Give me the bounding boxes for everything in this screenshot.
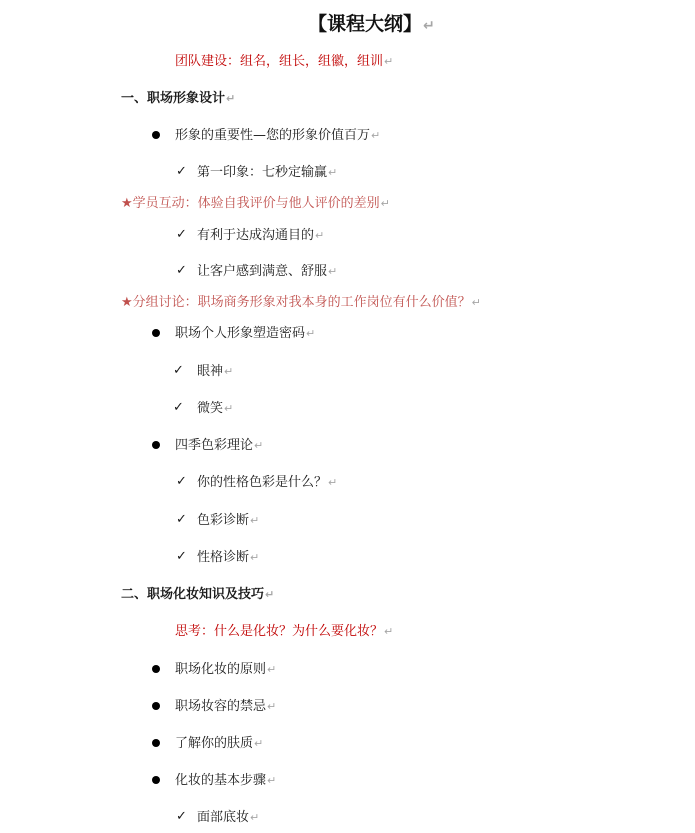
list-item: 职场化妆的原则↵ [175,662,277,677]
list-item: 第一印象：七秒定输赢↵ [197,165,338,180]
list-item: 微笑↵ [197,401,234,416]
paragraph-mark: ↵ [328,476,338,489]
paragraph-mark: ↵ [380,197,390,210]
paragraph-mark: ↵ [254,737,264,750]
list-item: 眼神↵ [197,364,234,379]
checkmark-icon: ✓ [176,512,187,527]
checkmark-icon: ✓ [176,549,187,564]
checkmark-icon: ✓ [176,227,187,242]
group-discussion-line: ★分组讨论：职场商务形象对我本身的工作岗位有什么价值？↵ [121,295,481,310]
paragraph-mark: ↵ [371,129,381,142]
thinking-line: 思考：什么是化妆？为什么要化妆？↵ [175,624,394,639]
bullet-icon [152,329,160,337]
paragraph-mark: ↵ [254,439,264,452]
checkmark-icon: ✓ [176,164,187,179]
list-item: 性格诊断↵ [197,550,260,565]
checkmark-icon: ✓ [176,263,187,278]
checkmark-icon: ✓ [173,363,184,378]
checkmark-icon: ✓ [176,474,187,489]
bullet-icon [152,739,160,747]
list-item: 了解你的肤质↵ [175,736,264,751]
paragraph-mark: ↵ [423,18,435,34]
paragraph-mark: ↵ [384,55,394,68]
section-heading-image-design: 一、职场形象设计↵ [121,91,236,106]
list-item: 色彩诊断↵ [197,513,260,528]
checkmark-icon: ✓ [173,400,184,415]
section-heading-makeup: 二、职场化妆知识及技巧↵ [121,587,275,602]
list-item: 有利于达成沟通目的↵ [197,228,325,243]
list-item: 面部底妆↵ [197,810,260,825]
paragraph-mark: ↵ [267,700,277,713]
paragraph-mark: ↵ [265,588,275,601]
paragraph-mark: ↵ [267,663,277,676]
bullet-icon [152,776,160,784]
page-title: 【课程大纲】↵ [308,13,435,35]
list-item: 形象的重要性—您的形象价值百万↵ [175,128,381,143]
list-item: 职场个人形象塑造密码↵ [175,326,316,341]
paragraph-mark: ↵ [224,402,234,415]
paragraph-mark: ↵ [384,625,394,638]
bullet-icon [152,702,160,710]
paragraph-mark: ↵ [315,229,325,242]
bullet-icon [152,441,160,449]
bullet-icon [152,131,160,139]
paragraph-mark: ↵ [306,327,316,340]
paragraph-mark: ↵ [224,365,234,378]
paragraph-mark: ↵ [267,774,277,787]
paragraph-mark: ↵ [328,166,338,179]
paragraph-mark: ↵ [471,296,481,309]
list-item: 四季色彩理论↵ [175,438,264,453]
list-item: 化妆的基本步骤↵ [175,773,277,788]
paragraph-mark: ↵ [328,265,338,278]
list-item: 职场妆容的禁忌↵ [175,699,277,714]
checkmark-icon: ✓ [176,809,187,824]
paragraph-mark: ↵ [250,551,260,564]
bullet-icon [152,665,160,673]
list-item: 让客户感到满意、舒服↵ [197,264,338,279]
paragraph-mark: ↵ [226,92,236,105]
team-building-line: 团队建设：组名，组长，组徽，组训↵ [175,54,394,69]
paragraph-mark: ↵ [250,811,260,824]
student-interaction-line: ★学员互动：体验自我评价与他人评价的差别↵ [121,196,390,211]
list-item: 你的性格色彩是什么？↵ [197,475,338,490]
paragraph-mark: ↵ [250,514,260,527]
